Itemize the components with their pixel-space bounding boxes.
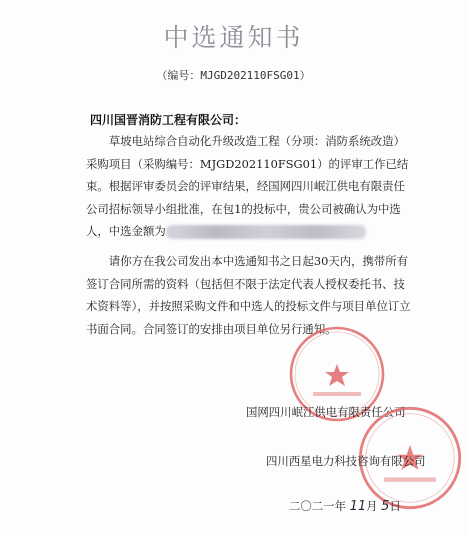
document-title: 中选通知书 <box>163 23 304 52</box>
body-paragraph-2-text: 请你方在我公司发出本中选通知书之日起30天内，携带所有签订合同所需的资料（包括但不限于法定代表人授权委托书、技术资料等），并按照采购文件和中选人的投标文件与项目单位订立书面合同。合同签订的安排由项目单位另行通知。 <box>86 254 411 336</box>
body-paragraph-1 <box>86 130 411 243</box>
date-year: 二〇二一年 <box>289 499 346 513</box>
signatory-1: 国网四川岷江供电有限责任公司 <box>246 405 406 419</box>
date-day-suffix: 日 <box>389 499 401 513</box>
date-month-suffix: 月 <box>366 499 378 513</box>
addressee: 四川国晋消防工程有限公司： <box>90 113 247 127</box>
date-day: 5 <box>381 499 390 514</box>
body-paragraph-1-text: 草坡电站综合自动化升级改造工程（分项：消防系统改造）采购项目（采购编号：MJGD202110FSG01）的评审工作已结束。根据评审委员会的评审结果，经国网四川岷江供电有限责任公司招标领导小组批准，在包1的投标中，贵公司被确认为中选人，中选金额为 <box>86 134 409 238</box>
date-month: 11 <box>349 499 367 514</box>
issue-date <box>289 498 401 514</box>
document-number: （编号：MJGD202110FSG01） <box>156 69 311 82</box>
signatory-2: 四川西星电力科技咨询有限公司 <box>266 454 426 468</box>
redacted-amount <box>166 225 366 239</box>
